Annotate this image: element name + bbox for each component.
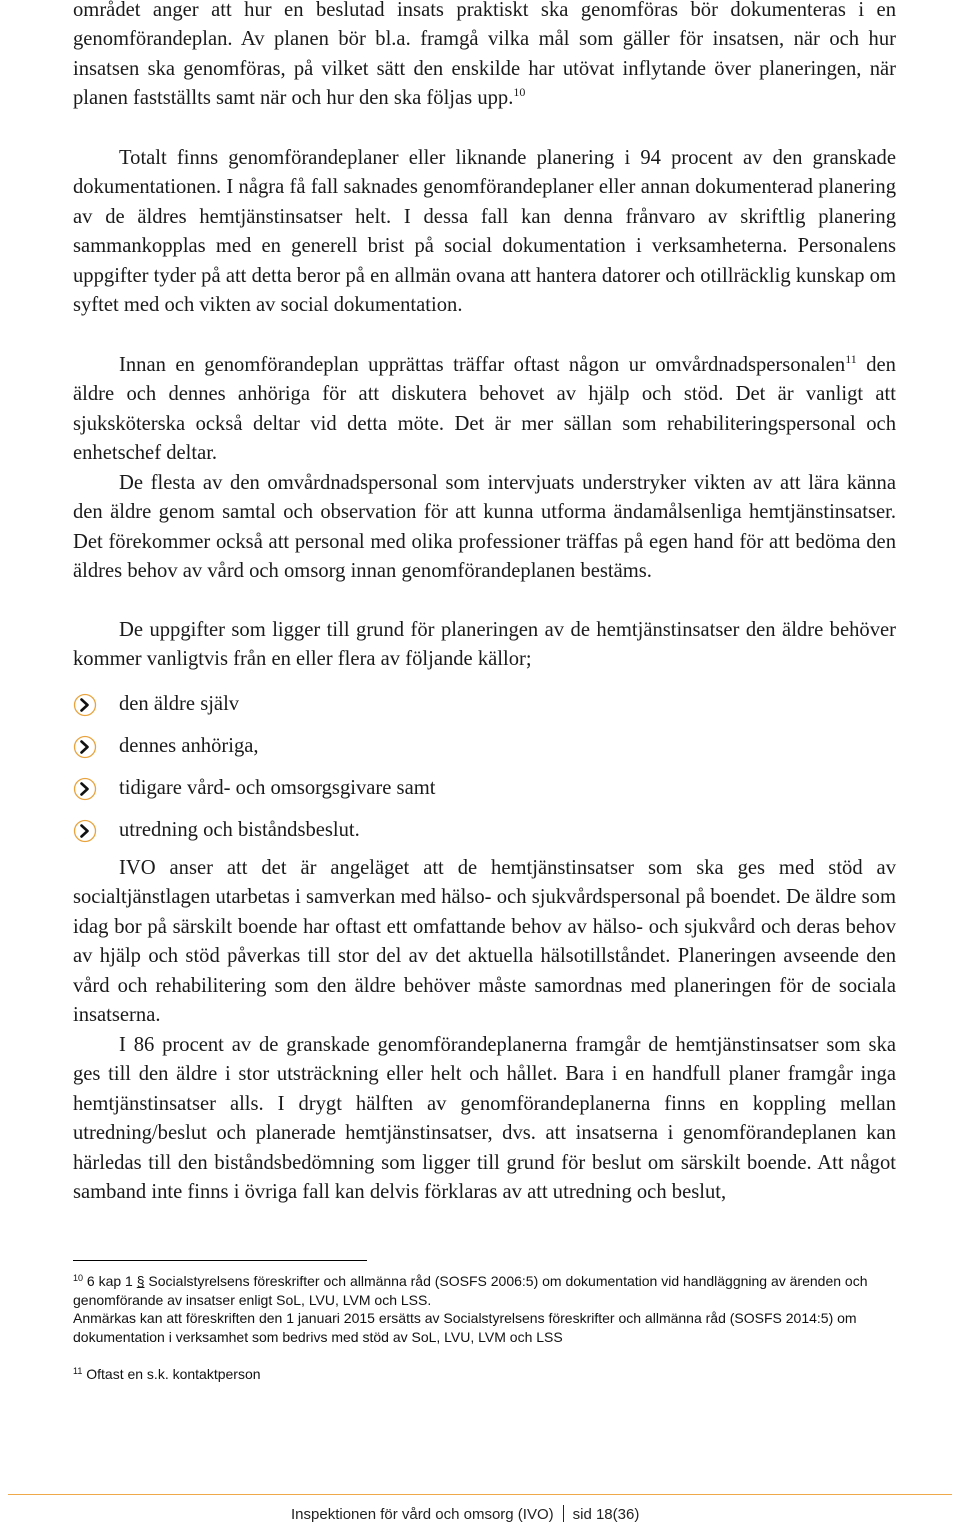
paragraph-6: IVO anser att det är angeläget att de hemtjänstinsatser som ska ges med stöd av socialtjänstlagen utarbetas i samverkan med hälso- och sjukvårdspersonal på boendet. De äldre som idag bor på särskilt boende har oftast ett omfattande behov av hälso- och sjukvård och deras behov av hjälp och stöd påverkas till stor del av det aktuella hälsotillståndet. Planeringen avseende den vård och rehabilitering som den äldre behöver måste samordnas med planeringen för de sociala insatserna.	[73, 857, 896, 1027]
list-item-text: utredning och biståndsbeslut.	[119, 819, 360, 842]
footnote-10-text-b: Socialstyrelsens föreskrifter och allmänna råd (SOSFS 2006:5) om dokumentation vid handläggning av ärenden och genomförande av insatser enligt SoL, LVU, LVM och LSS.	[73, 1273, 868, 1308]
chevron-right-circle-icon	[73, 693, 97, 717]
list-item	[73, 726, 896, 768]
footnote-ref-11[interactable]: 11	[845, 352, 857, 366]
paragraph-3-text-a: Innan en genomförandeplan upprättas träffar oftast någon ur omvårdnadspersonalen	[119, 354, 846, 376]
footnote-10	[73, 1272, 873, 1346]
list-item	[73, 768, 896, 810]
chevron-right-circle-icon	[73, 777, 97, 801]
section-sign: §	[136, 1273, 145, 1289]
page-footer	[291, 1505, 639, 1523]
footnote-10-text-a: 6 kap 1	[86, 1273, 137, 1289]
paragraph-2: Totalt finns genomförandeplaner eller liknande planering i 94 procent av den granskade dokumentationen. I några få fall saknades genomförandeplaner eller annan dokumenterad planering av de äldres hemtjänstinsatser helt. I dessa fall kan denna frånvaro av skriftlig planering sammankopplas med en generell brist på social dokumentation i verksamheterna. Personalens uppgifter tyder på att detta beror på en allmän ovana att hantera datorer och otillräcklig kunskap om syftet med och vikten av social dokumentation.	[73, 147, 896, 317]
list-item	[73, 810, 896, 852]
footer-page-number: sid 18(36)	[572, 1506, 640, 1523]
chevron-right-circle-icon	[73, 735, 97, 759]
footnote-11-text: Oftast en s.k. kontaktperson	[82, 1366, 261, 1382]
paragraph-3-text-b: den äldre och dennes anhöriga för att diskutera behovet av hjälp och stöd. Det är vanligt att sjuksköterska också deltar vid detta möte. Det är mer sällan som rehabiliteringspersonal och enhetschef deltar.	[73, 354, 896, 465]
paragraph-5: De uppgifter som ligger till grund för planeringen av de hemtjänstinsatser den äldre behöver kommer vanligtvis från en eller flera av följande källor;	[73, 619, 896, 671]
paragraph-3	[73, 351, 896, 469]
list-item-text: den äldre själv	[119, 693, 240, 716]
paragraph-1-text: området anger att hur en beslutad insats praktiskt ska genomföras bör dokumenteras i en genomförandeplan. Av planen bör bl.a. framgå vilka mål som gäller för insatsen, när och hur insatsen ska genomföras, på vilket sätt den enskilde har utövat inflytande över planeringen, när planen fastställts samt när och hur den ska följas upp.	[73, 0, 896, 110]
paragraph-4: De flesta av den omvårdnadspersonal som intervjuats understryker vikten av att lära känna den äldre genom samtal och observation för att kunna utforma ändamålsenliga hemtjänstinsatser. Det förekommer också att personal med olika professioner träffas på egen hand för att bedöma den äldres behov av vård och omsorg innan genomförandeplanen bestäms.	[73, 472, 896, 583]
list-item-text: tidigare vård- och omsorgsgivare samt	[119, 777, 436, 800]
paragraph-1	[73, 0, 896, 114]
footer-divider	[563, 1505, 564, 1522]
footnote-11-number: 11	[73, 1366, 83, 1376]
chevron-right-circle-icon	[73, 819, 97, 843]
footer-rule	[8, 1494, 952, 1495]
footnote-10-number: 10	[73, 1273, 84, 1283]
source-list	[73, 684, 896, 852]
footnote-10-remark: Anmärkas kan att föreskriften den 1 januari 2015 ersätts av Socialstyrelsens föreskrifter och allmänna råd (SOSFS 2014:5) om dokumentation i verksamhet som bedrivs med stöd av SoL, LVU, LVM och LSS	[73, 1310, 857, 1345]
footnote-10-body	[73, 1272, 873, 1309]
list-item	[73, 684, 896, 726]
list-item-text: dennes anhöriga,	[119, 735, 259, 758]
footnote-11	[73, 1365, 873, 1384]
footnote-separator	[73, 1260, 367, 1261]
footer-publisher: Inspektionen för vård och omsorg (IVO)	[291, 1506, 554, 1523]
footnote-ref-10[interactable]: 10	[513, 85, 526, 100]
paragraph-7: I 86 procent av de granskade genomförandeplanerna framgår de hemtjänstinsatser som ska ges till den äldre i stor utsträckning eller helt och hållet. Bara i en handfull planer framgår inga hemtjänstinsatser alls. I drygt hälften av genomförandeplanerna finns en koppling mellan utredning/beslut och planerade hemtjänstinsatser, dvs. att insatserna i genomförandeplanen kan härledas till den biståndsbedömning som ligger till grund för beslut om särskilt boende. Att något samband inte finns i övriga fall kan delvis förklaras av att utredning och beslut,	[73, 1034, 896, 1204]
